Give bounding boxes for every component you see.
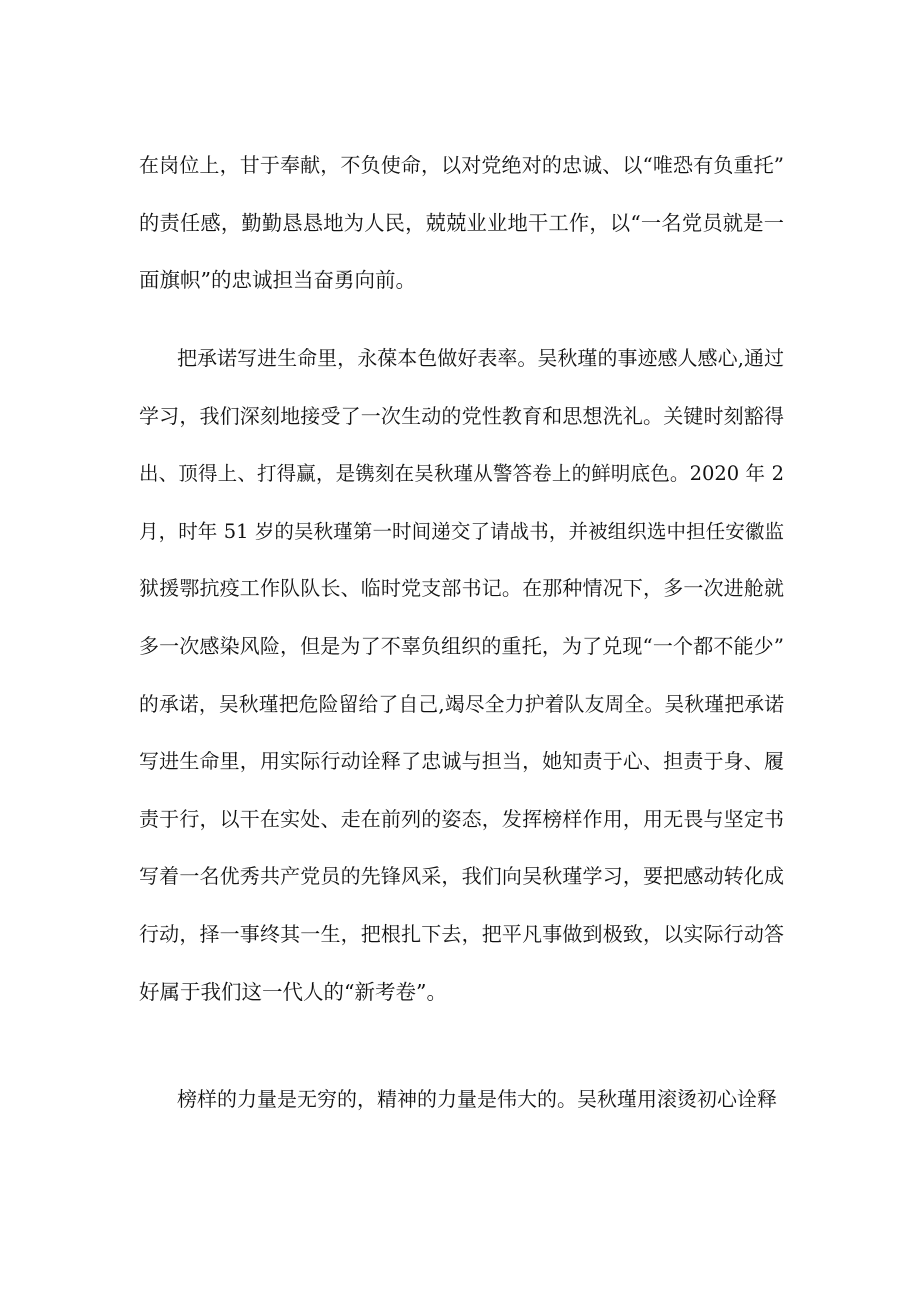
paragraph-line: 写进生命里，用实际行动诠释了忠诚与担当，她知责于心、担责于身、履 bbox=[139, 749, 784, 774]
paragraph-line: 的责任感，勤勤恳恳地为人民，兢兢业业地干工作，以“一名党员就是一 bbox=[139, 210, 784, 235]
paragraph-commitment bbox=[139, 330, 784, 1021]
paragraph-role-model bbox=[139, 1071, 784, 1129]
paragraph-line: 在岗位上，甘于奉献，不负使命，以对党绝对的忠诚、以“唯恐有负重托” bbox=[139, 153, 784, 177]
paragraph-line: 学习，我们深刻地接受了一次生动的党性教育和思想洗礼。关键时刻豁得 bbox=[139, 403, 784, 428]
paragraph-line: 的承诺，吴秋瑾把危险留给了自己,竭尽全力护着队友周全。吴秋瑾把承诺 bbox=[139, 692, 784, 716]
paragraph-line: 出、顶得上、打得赢，是镌刻在吴秋瑾从警答卷上的鲜明底色。2020 年 2 bbox=[139, 462, 784, 486]
paragraph-line: 面旗帜”的忠诚担当奋勇向前。 bbox=[139, 268, 416, 293]
paragraph-line: 写着一名优秀共产党员的先锋风采，我们向吴秋瑾学习，要把感动转化成 bbox=[139, 864, 784, 889]
paragraph-line: 行动，择一事终其一生，把根扎下去，把平凡事做到极致，以实际行动答 bbox=[139, 921, 784, 946]
paragraph-continued bbox=[139, 137, 784, 310]
paragraph-line: 榜样的力量是无穷的，精神的力量是伟大的。吴秋瑾用滚烫初心诠释 bbox=[177, 1087, 777, 1111]
paragraph-line: 把承诺写进生命里，永葆本色做好表率。吴秋瑾的事迹感人感心,通过 bbox=[177, 346, 784, 370]
paragraph-line: 狱援鄂抗疫工作队队长、临时党支部书记。在那种情况下，多一次进舱就 bbox=[139, 576, 784, 601]
paragraph-line: 月，时年 51 岁的吴秋瑾第一时间递交了请战书，并被组织选中担任安徽监 bbox=[139, 519, 784, 543]
paragraph-line: 多一次感染风险，但是为了不辜负组织的重托，为了兑现“一个都不能少” bbox=[139, 633, 784, 658]
paragraph-line: 好属于我们这一代人的“新考卷”。 bbox=[139, 979, 447, 1004]
paragraph-line: 责于行，以干在实处、走在前列的姿态，发挥榜样作用，用无畏与坚定书 bbox=[139, 806, 784, 831]
